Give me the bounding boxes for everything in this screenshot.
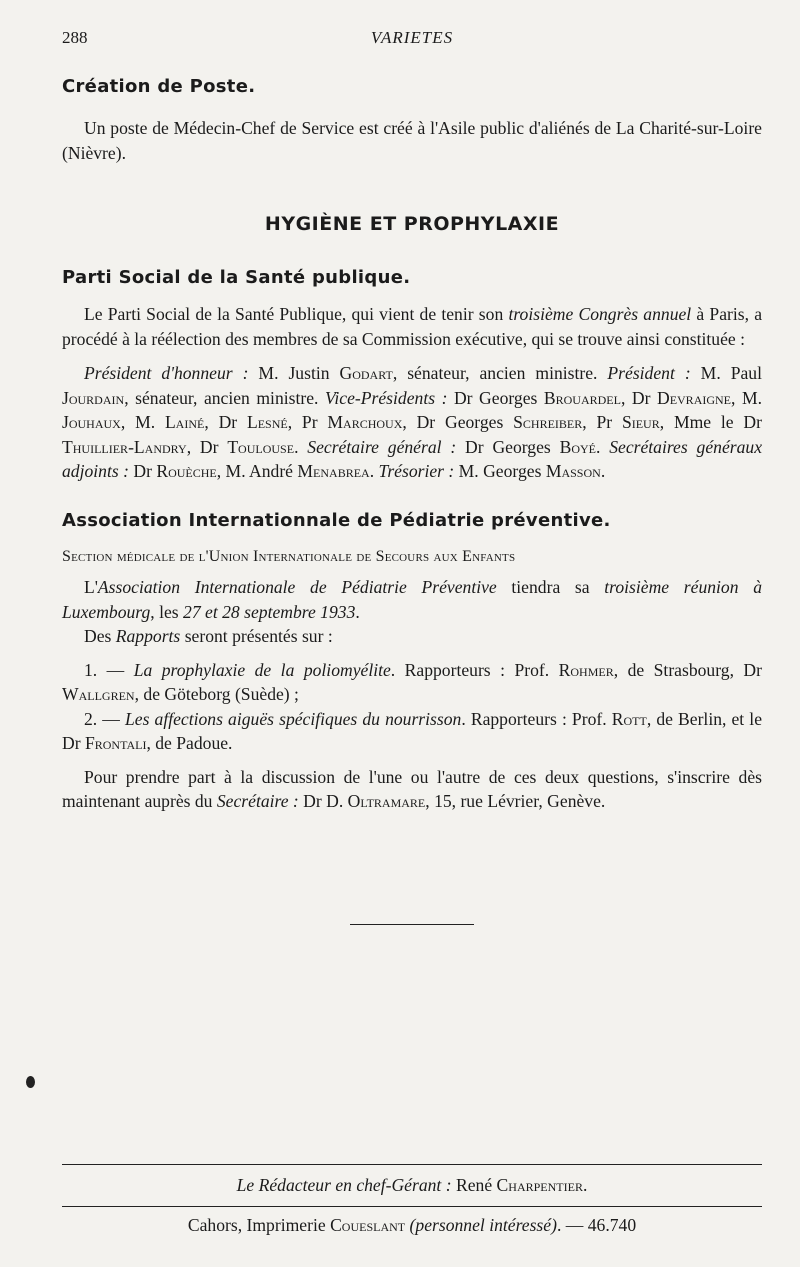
text: , M. André	[216, 461, 298, 481]
role-label: Président :	[607, 363, 691, 383]
text: .	[582, 1175, 588, 1195]
paragraph-rapports	[62, 624, 762, 649]
footer-top-rule	[62, 1164, 762, 1165]
person-name: Oltramare	[347, 791, 426, 811]
text: , de Göteborg (Suède) ;	[134, 684, 299, 704]
person-name: Menabrea	[297, 461, 370, 481]
italic-text: Association Internationale de Pédiatrie Préventive	[97, 577, 497, 597]
text: M. Justin	[248, 363, 340, 383]
text: à Paris, a procédé à la réélection des membres de sa Commission exécutive, qui se trouve ainsi constituée :	[62, 304, 763, 349]
text: Cahors, Imprimerie	[187, 1214, 331, 1235]
role-label: Président d'honneur :	[84, 363, 249, 383]
person-name: Thuillier-Landry	[62, 436, 187, 457]
italic-text: (personnel intéressé)	[409, 1214, 557, 1235]
text: , de Padoue.	[146, 733, 233, 753]
text: , Dr	[204, 412, 247, 432]
text: Dr D.	[298, 791, 348, 811]
person-name: Lainé	[164, 412, 205, 432]
text: , Pr	[582, 412, 622, 432]
text: . Rapporteurs : Prof.	[461, 708, 612, 729]
paragraph-creation-poste: Un poste de Médecin-Chef de Service est créé à l'Asile public d'aliénés de La Charité-sur-Loire (Nièvre).	[62, 118, 762, 163]
italic-text: La prophylaxie de la poliomyélite	[133, 659, 391, 680]
printer-name: Coueslant	[330, 1214, 406, 1235]
text: , Dr Georges	[402, 412, 514, 432]
person-name: Jourdain	[62, 387, 125, 408]
person-name: Wallgren	[62, 684, 135, 704]
paragraph-parti-social-intro	[62, 302, 762, 351]
italic-text: troisième Congrès annuel	[508, 304, 692, 324]
text: René	[451, 1175, 497, 1195]
running-head	[62, 22, 762, 56]
text: Dr	[128, 461, 157, 481]
italic-text: Le Rédacteur en chef-Gérant :	[236, 1175, 452, 1195]
text: .	[294, 436, 308, 457]
text: Pour prendre part à la discussion de l'une ou l'autre de ces deux questions, s'inscrire dès maintenant auprès du	[62, 766, 762, 811]
person-name: Lesné	[246, 412, 288, 432]
footer-middle-rule	[62, 1206, 762, 1207]
running-title: VARIETES	[370, 28, 454, 47]
role-label: Trésorier :	[378, 461, 455, 481]
text: seront présentés sur :	[180, 626, 333, 646]
italic-text: troisième réunion à Luxembourg	[62, 577, 763, 622]
text: . — 46.740	[556, 1214, 637, 1235]
paragraph-members	[62, 361, 762, 484]
person-name: Toulouse	[227, 436, 295, 457]
text: , Pr	[287, 412, 328, 432]
heading-association: Association Internationnale de Pédiatrie préventive.	[62, 509, 611, 531]
person-name: Rohmer	[558, 659, 614, 680]
paragraph-association-intro	[62, 575, 762, 624]
person-name: Masson	[545, 461, 601, 481]
person-name: Rott	[611, 708, 647, 729]
text: , Dr	[186, 436, 228, 457]
text: , sénateur, ancien ministre.	[392, 363, 608, 383]
text: .	[595, 436, 610, 457]
page-number: 288	[62, 28, 88, 47]
heading-creation-poste: Création de Poste.	[62, 76, 256, 97]
person-name: Devraigne	[656, 387, 732, 408]
text: .	[355, 601, 360, 622]
text: Le Parti Social de la Santé Publique, qui vient de tenir son	[84, 304, 509, 324]
paragraph-closing	[62, 765, 762, 814]
text: , sénateur, ancien ministre.	[124, 387, 325, 408]
text: , 15, rue Lévrier, Genève.	[425, 791, 606, 811]
text: , Dr	[620, 387, 657, 408]
italic-text: Les affections aiguës spécifiques du nourrisson	[125, 708, 462, 729]
person-name: Schreiber	[513, 412, 583, 432]
text: Des	[84, 626, 116, 646]
person-name: Sieur	[621, 412, 660, 432]
text: Dr Georges	[447, 387, 544, 408]
italic-text: Rapports	[115, 626, 181, 646]
person-name: Brouardel	[543, 387, 621, 408]
ink-spot	[26, 1076, 35, 1088]
page	[62, 22, 762, 925]
heading-parti-social: Parti Social de la Santé publique.	[62, 267, 411, 288]
footer-redacteur	[62, 1173, 762, 1198]
italic-text: 27 et 28 septembre 1933	[183, 601, 356, 622]
text: .	[369, 461, 379, 481]
text: , M.	[731, 387, 762, 408]
person-name: Charpentier	[496, 1175, 583, 1195]
list-item-1	[62, 658, 762, 707]
section-line: Section médicale de l'Union Internationale de Secours aux Enfants	[62, 547, 516, 565]
person-name: Rouèche	[156, 461, 217, 481]
person-name: Frontali	[84, 733, 147, 753]
text: Dr Georges	[456, 436, 560, 457]
person-name: Godart	[339, 363, 393, 383]
text: M. Georges	[454, 461, 546, 481]
list-item-2	[62, 707, 762, 756]
role-label: Secrétaires généraux adjoints :	[62, 436, 763, 481]
text: , de Strasbourg, Dr	[613, 659, 762, 680]
person-name: Boyé	[559, 436, 596, 457]
italic-text: Secrétaire :	[216, 791, 299, 811]
text: , Mme le Dr	[659, 412, 762, 432]
text: tiendra sa	[496, 577, 605, 597]
text: , de Berlin, et le Dr	[62, 708, 762, 753]
separator-rule	[350, 924, 474, 925]
person-name: Jouhaux	[62, 412, 121, 432]
text: 1. —	[84, 659, 134, 680]
section-title: HYGIÈNE ET PROPHYLAXIE	[264, 213, 560, 235]
text: L'	[84, 577, 98, 597]
role-label: Vice-Présidents :	[324, 387, 448, 408]
text: , M.	[120, 412, 165, 432]
text: 2. —	[84, 708, 125, 729]
footer-printer	[62, 1213, 762, 1238]
person-name: Marchoux	[327, 412, 403, 432]
text: . Rapporteurs : Prof.	[390, 659, 559, 680]
text: , les	[150, 601, 184, 622]
text: .	[600, 461, 606, 481]
footer	[62, 1164, 762, 1237]
text: M. Paul	[690, 363, 762, 383]
role-label: Secrétaire général :	[307, 436, 457, 457]
